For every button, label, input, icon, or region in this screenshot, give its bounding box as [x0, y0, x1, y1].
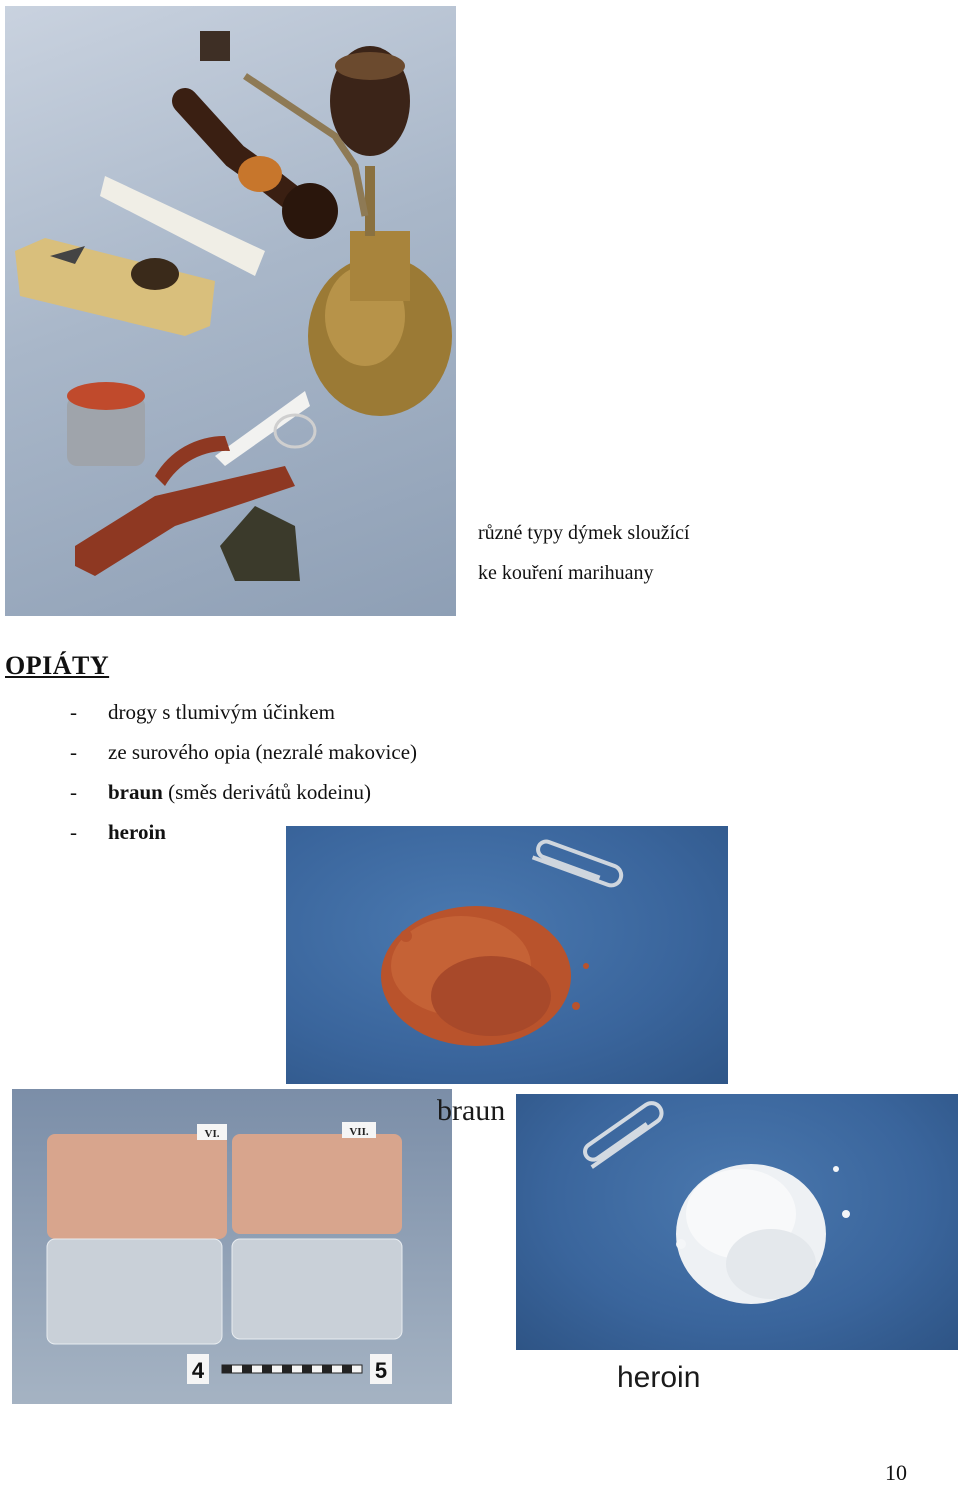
- bullet-bold-term: heroin: [108, 820, 166, 844]
- pipes-caption-line2: ke kouření marihuany: [478, 562, 654, 584]
- pipes-caption-line1: různé typy dýmek sloužící: [478, 522, 690, 544]
- bag-label-vii: VII.: [349, 1126, 369, 1138]
- bag-label-vi: VI.: [204, 1128, 220, 1140]
- heroin-photo: [516, 1094, 958, 1350]
- bullet-text: drogy s tlumivým účinkem: [108, 700, 335, 724]
- section-heading: OPIÁTY: [5, 651, 110, 680]
- braun-photo: [286, 826, 728, 1084]
- heroin-caption: heroin: [617, 1361, 701, 1394]
- bullet-dash: -: [70, 700, 77, 724]
- pipes-photo: [5, 6, 456, 616]
- bag-marker-4: 4: [191, 1358, 205, 1383]
- bags-photo: [12, 1089, 452, 1404]
- bullet-bold-term: braun: [108, 780, 163, 804]
- bullet-dash: -: [70, 780, 77, 804]
- bullet-dash: -: [70, 820, 77, 844]
- bullet-dash: -: [70, 740, 77, 764]
- bullet-text: [108, 819, 166, 845]
- bag-marker-5: 5: [374, 1358, 388, 1383]
- bullet-text: [108, 779, 371, 805]
- bullet-text: ze surového opia (nezralé makovice): [108, 740, 418, 764]
- bullet-rest: (směs derivátů kodeinu): [162, 780, 372, 804]
- braun-caption: braun: [437, 1094, 506, 1127]
- page-number: 10: [885, 1460, 907, 1485]
